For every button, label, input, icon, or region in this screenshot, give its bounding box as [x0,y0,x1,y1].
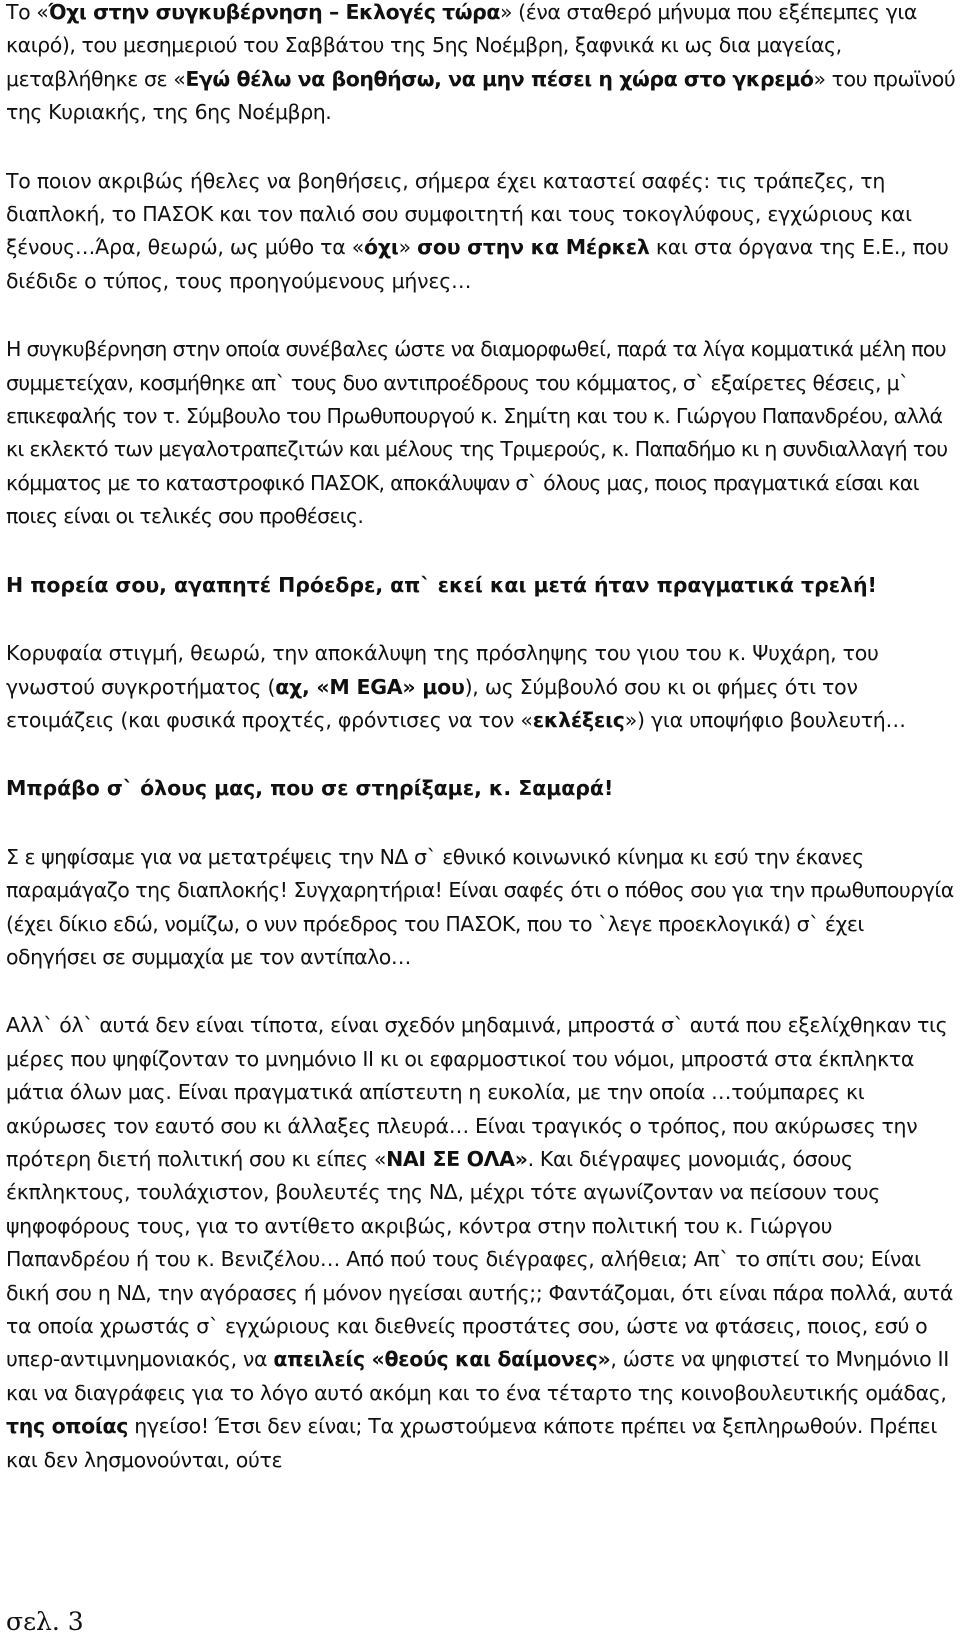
bold-text-run: αχ, «M EGA» μου [275,674,465,699]
text-run: ), ως Σύμβουλό σου κι οι φήμες ότι τον ετοιμάζεις (και φυσικά προχτές, φρόντισες να τον « [6,674,858,732]
text-run: Κορυφαία στιγμή, θεωρώ, την αποκάλυψη της πρόσληψης του γιου του κ. Ψυχάρη, του γνωστού συγκροτήματος ( [6,641,879,699]
paragraph-2 [6,165,956,299]
text-run: » (ένα σταθερό μήνυμα που εξέπεμπες για καιρό), του μεσημεριού του Σαββάτου της 5ης Νοέμβρη, ξαφνικά κι ως δια μαγείας, μεταβλήθηκε σε « [6,0,917,91]
paragraph-1 [6,0,956,130]
paragraph-8 [6,1009,956,1477]
text-run: Η συγκυβέρνηση στην οποία συνέβαλες ώστε να διαμορφωθεί, παρά τα λίγα κομματικά μέλη που συμμετείχαν, κοσμήθηκε απ` τους δυο αντιπροέδρους του κόμματος, σ` εξαίρετες θέσεις, μ` επικεφαλής τον τ. Σύμβουλο του Πρωθυπουργού κ. Σημίτη και του κ. Γιώργου Παπανδρέου, αλλά κι εκλεκτό των μεγαλοτραπεζιτών και μέλους της Τριμερούς, κ. Παπαδήμο κι η συνδιαλλαγή του κόμματος με το καταστροφικό ΠΑΣΟΚ, αποκάλυψαν σ` όλους μας, ποιος πραγματικά είσαι και ποιες είναι οι τελικές σου προθέσεις. [6,337,948,529]
text-run: . Και διέγραψες μονομιάς, όσους έκπληκτους, τουλάχιστον, βουλευτές της ΝΔ, μέχρι τότε αγωνίζονταν να πείσουν τους ψηφοφόρους τους, για το αντίθετο ακριβώς, κόντρα στην πολιτική του κ. Γιώργου Παπανδρέου ή του κ. Βενιζέλου… Από πού τους διέγραφες, αλήθεια; Απ` το σπίτι σου; Είναι δική σου η ΝΔ, την αγόρασες ή μόνον ηγείσαι αυτής;; Φαντάζομαι, ότι είναι πάρα πολλά, αυτά τα οποία χρωστάς σ` εγχώριους και διεθνείς προστάτες σου, ώστε να φτάσεις, ποιος, εσύ ο υπερ-αντιμνημονιακός, να [6,1146,954,1372]
text-run: , ώστε να ψηφιστεί το Μνημόνιο ΙΙ και να διαγράφεις για το λόγο αυτό ακόμη και το ένα τέταρτο της κοινοβουλευτικής ομάδας, [6,1347,949,1405]
bold-text-run: Εγώ θέλω να βοηθήσω, να μην πέσει η χώρα στο γκρεμό [185,66,814,91]
text-run: ηγείσο! Έτσι δεν είναι; Τα χρωστούμενα κάποτε πρέπει να ξεπληρωθούν. Πρέπει και δεν λησμονούνται, ούτε [6,1414,938,1472]
text-run: και στα όργανα της Ε.Ε., που διέδιδε ο τύπος, τους προηγούμενους μήνες… [6,235,949,293]
paragraph-5 [6,637,956,737]
text-run: Το ποιον ακριβώς ήθελες να βοηθήσεις, σήμερα έχει καταστεί σαφές: τις τράπεζες, τη διαπλοκή, το ΠΑΣΟΚ και τον παλιό σου συμφοιτητή και τους τοκογλύφους, εγχώριους και ξένους…Άρα, θεωρώ, ως μύθο τα « [6,168,912,260]
bold-text-run: απειλείς «θεούς και δαίμονες» [273,1347,611,1372]
bold-text-run: της οποίας [6,1414,129,1439]
bold-text-run: Μπράβο σ` όλους μας, που σε στηρίξαμε, κ. Σαμαρά! [6,776,614,801]
paragraph-3 [6,333,956,533]
text-run: » του πρωϊνού της Κυριακής, της 6ης Νοέμβρη. [6,66,956,125]
bold-text-run: σου στην κα Μέρκελ [417,235,650,260]
bold-text-run: εκλέξεις [532,707,625,732]
bold-text-run: Όχι στην συγκυβέρνηση – Εκλογές τώρα [48,0,501,24]
text-run: Αλλ` όλ` αυτά δεν είναι τίποτα, είναι σχεδόν μηδαμινά, μπροστά σ` αυτά που εξελίχθηκαν τις μέρες που ψηφίζονταν το μνημόνιο ΙΙ κι οι εφαρμοστικοί του νόμοι, μπροστά στα έκπληκτα μάτια όλων μας. Είναι πραγματικά απίστευτη η ευκολία, με την οποία …τούμπαρες κι ακύρωσες τον εαυτό σου κι άλλαξες πλευρά… Είναι τραγικός ο τρόπος, που ακύρωσες την πρότερη διετή πολιτική σου κι είπες « [6,1013,948,1171]
paragraph-4 [6,569,956,602]
text-run: ») για υποψήφιο βουλευτή… [624,707,906,732]
text-run: » [398,235,418,260]
paragraph-6 [6,772,956,805]
page-number: σελ. 3 [6,1607,84,1636]
text-run: Σ ε ψηφίσαμε για να μετατρέψεις την ΝΔ σ` εθνικό κοινωνικό κίνημα κι εσύ την έκανες παραμάγαζο της διαπλοκής! Συγχαρητήρια! Είναι σαφές ότι ο πόθος σου για την πρωθυπουργία (έχει δίκιο εδώ, νομίζω, ο νυν πρόεδρος του ΠΑΣΟΚ, που το `λεγε προεκλογικά) σ` έχει οδηγήσει σε συμμαχία με τον αντίπαλο… [6,844,954,969]
bold-text-run: Η πορεία σου, αγαπητέ Πρόεδρε, απ` εκεί και μετά ήταν πραγματικά τρελή! [6,572,877,597]
bold-text-run: ΝΑΙ ΣΕ ΟΛΑ» [386,1146,528,1171]
document-body [6,0,956,1512]
text-run: Το « [6,0,49,24]
bold-text-run: όχι [364,235,399,260]
paragraph-7 [6,841,956,975]
